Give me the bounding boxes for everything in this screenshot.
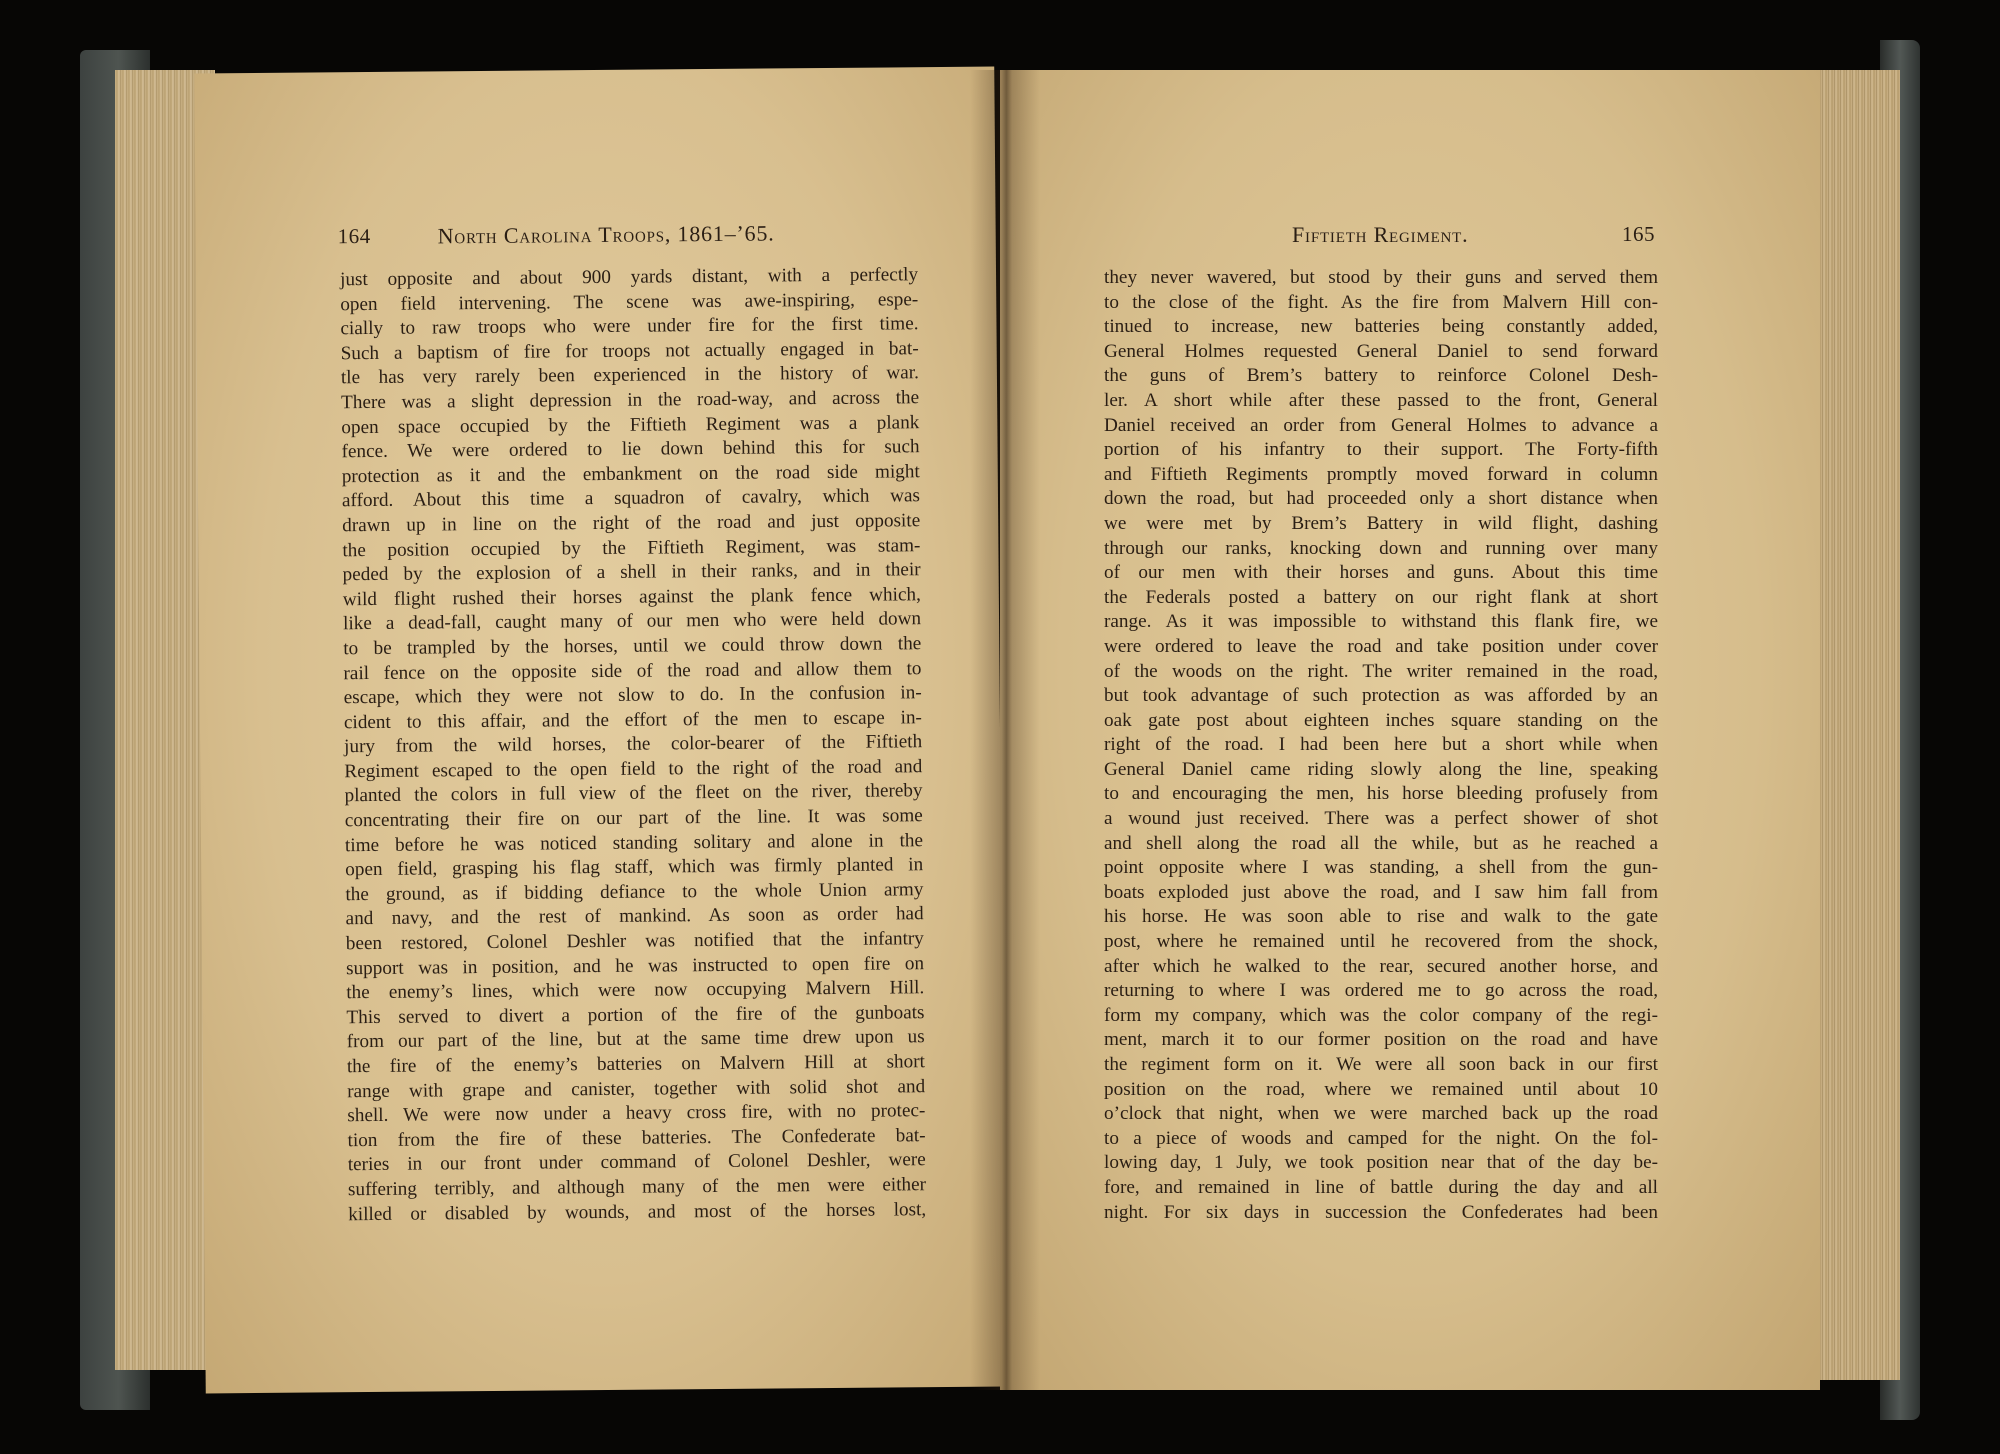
- right-page-body-text: [1104, 266, 1658, 1225]
- text-line: the guns of Brem’s battery to reinforce Colonel Desh-: [1104, 365, 1658, 387]
- text-line: open space occupied by the Fiftieth Regiment was a plank: [341, 411, 920, 438]
- text-line: of the woods on the right. The writer remained in the road,: [1104, 660, 1658, 682]
- left-page-body-text: [340, 263, 926, 1227]
- text-line: open field intervening. The scene was awe-inspiring, espe-: [340, 288, 919, 315]
- text-line: boats exploded just above the road, and I saw him fall from: [1104, 881, 1658, 903]
- text-line: protection as it and the embankment on the road side might: [341, 460, 920, 487]
- text-line: after which he walked to the rear, secured another horse, and: [1104, 955, 1658, 977]
- text-line: the position occupied by the Fiftieth Regiment, was stam-: [342, 534, 921, 561]
- text-line: drawn up in line on the right of the road and just opposite: [342, 510, 921, 537]
- text-line: General Daniel came riding slowly along the line, speaking: [1104, 758, 1658, 780]
- text-line: to and encouraging the men, his horse bleeding profusely from: [1104, 783, 1658, 805]
- text-line: and navy, and the rest of mankind. As soon as order had: [345, 903, 924, 930]
- text-line: from our part of the line, but at the same time drew upon us: [346, 1026, 925, 1053]
- text-line: oak gate post about eighteen inches square standing on the: [1104, 709, 1658, 731]
- page-edges-right: [1810, 70, 1900, 1380]
- text-line: This served to divert a portion of the fire of the gunboats: [346, 1001, 925, 1029]
- text-line: cident to this affair, and the effort of the men to escape in-: [343, 706, 922, 733]
- page-number-right: 165: [1622, 222, 1655, 246]
- text-line: of our men with their horses and guns. About this time: [1104, 562, 1658, 584]
- text-line: the enemy’s lines, which were now occupying Malvern Hill.: [346, 977, 925, 1004]
- running-head-left: North Carolina Troops, 1861–’65.: [437, 220, 775, 249]
- text-line: ment, march it to our former position on the road and have: [1104, 1029, 1658, 1051]
- text-line: tle has very rarely been experienced in the history of war.: [340, 362, 919, 389]
- text-line: o’clock that night, when we were marched back up the road: [1104, 1103, 1658, 1125]
- text-line: position on the road, where we remained until about 10: [1104, 1078, 1658, 1100]
- text-line: were ordered to leave the road and take position under cover: [1104, 635, 1658, 657]
- text-line: open field, grasping his flag staff, which was firmly planted in: [345, 854, 924, 881]
- text-line: through our ranks, knocking down and running over many: [1104, 537, 1658, 559]
- text-line: and Fiftieth Regiments promptly moved forward in column: [1104, 463, 1658, 485]
- text-line: point opposite where I was standing, a shell from the gun-: [1104, 857, 1658, 879]
- text-line: the Federals posted a battery on our right flank at short: [1104, 586, 1658, 608]
- text-line: portion of his infantry to their support. The Forty-fifth: [1104, 439, 1658, 461]
- text-line: time before he was noticed standing solitary and alone in the: [344, 829, 924, 856]
- text-line: his horse. He was soon able to rise and walk to the gate: [1104, 906, 1658, 928]
- text-line: but took advantage of such protection as was afforded by an: [1104, 685, 1658, 707]
- text-line: a wound just received. There was a perfect shower of shot: [1104, 808, 1658, 830]
- right-page: [1000, 70, 1820, 1390]
- text-line: There was a slight depression in the road-way, and across the: [341, 387, 920, 414]
- text-line: range with grape and canister, together with solid shot and: [347, 1075, 926, 1102]
- text-line: Regiment escaped to the open field to the right of the road and: [344, 756, 923, 783]
- text-line: afford. About this time a squadron of cavalry, which was: [341, 485, 921, 512]
- text-line: the ground, as if bidding defiance to the whole Union army: [345, 879, 924, 906]
- text-line: teries in our front under command of Colonel Deshler, were: [347, 1149, 926, 1176]
- text-line: General Holmes requested General Daniel to send forward: [1104, 340, 1658, 362]
- text-line: right of the road. I had been here but a short while when: [1104, 734, 1658, 756]
- text-line: and shell along the road all the while, but as he reached a: [1104, 832, 1658, 854]
- left-page: [194, 67, 1005, 1394]
- text-line: wild flight rushed their horses against the plank fence which,: [342, 583, 921, 610]
- text-line: Daniel received an order from General Holmes to advance a: [1104, 414, 1658, 436]
- text-line: to be trampled by the horses, until we could throw down the: [343, 633, 922, 660]
- text-line: lowing day, 1 July, we took position near that of the day be-: [1104, 1152, 1658, 1174]
- text-line: jury from the wild horses, the color-bearer of the Fiftieth: [344, 731, 923, 758]
- text-line: tion from the fire of these batteries. The Confederate bat-: [347, 1124, 926, 1151]
- text-line: peded by the explosion of a shell in their ranks, and in their: [342, 559, 921, 586]
- text-line: escape, which they were not slow to do. In the confusion in-: [343, 682, 922, 709]
- text-line: just opposite and about 900 yards distant, with a perfectly: [339, 264, 919, 291]
- text-line: Such a baptism of fire for troops not actually engaged in bat-: [340, 337, 919, 365]
- text-line: killed or disabled by wounds, and most of the horses lost,: [348, 1198, 927, 1225]
- text-line: like a dead-fall, caught many of our men who were held down: [342, 608, 922, 635]
- text-line: returning to where I was ordered me to go across the road,: [1104, 980, 1658, 1002]
- text-line: down the road, but had proceeded only a short distance when: [1104, 488, 1658, 510]
- text-line: they never wavered, but stood by their guns and served them: [1104, 267, 1658, 288]
- page-number-left: 164: [337, 223, 371, 249]
- text-line: the fire of the enemy’s batteries on Malvern Hill at short: [346, 1051, 925, 1078]
- text-line: support was in position, and he was instructed to open fire on: [345, 952, 925, 979]
- text-line: rail fence on the opposite side of the road and allow them to: [343, 657, 922, 684]
- text-line: post, where he remained until he recovered from the shock,: [1104, 931, 1658, 953]
- text-line: ler. A short while after these passed to the front, General: [1104, 389, 1658, 411]
- text-line: fore, and remained in line of battle during the day and all: [1104, 1176, 1658, 1198]
- text-line: form my company, which was the color company of the regi-: [1104, 1004, 1658, 1026]
- text-line: suffering terribly, and although many of the men were either: [347, 1174, 927, 1201]
- text-line: concentrating their fire on our part of the line. It was some: [344, 805, 923, 832]
- text-line: been restored, Colonel Deshler was notified that the infantry: [345, 928, 924, 955]
- text-line: the regiment form on it. We were all soon back in our first: [1104, 1054, 1658, 1075]
- text-line: tinued to increase, new batteries being constantly added,: [1104, 316, 1658, 338]
- text-line: we were met by Brem’s Battery in wild flight, dashing: [1104, 512, 1658, 534]
- text-line: to a piece of woods and camped for the night. On the fol-: [1104, 1127, 1658, 1149]
- text-line: night. For six days in succession the Confederates had been: [1104, 1201, 1658, 1223]
- running-head-right: Fiftieth Regiment.: [1292, 222, 1469, 247]
- text-line: range. As it was impossible to withstand this flank fire, we: [1104, 611, 1658, 633]
- text-line: planted the colors in full view of the fleet on the river, thereby: [344, 780, 923, 807]
- text-line: shell. We were now under a heavy cross fire, with no protec-: [347, 1100, 926, 1127]
- text-line: to the close of the fight. As the fire from Malvern Hill con-: [1104, 291, 1658, 313]
- text-line: cially to raw troops who were under fire for the first time.: [340, 313, 919, 340]
- text-line: fence. We were ordered to lie down behind this for such: [341, 436, 920, 463]
